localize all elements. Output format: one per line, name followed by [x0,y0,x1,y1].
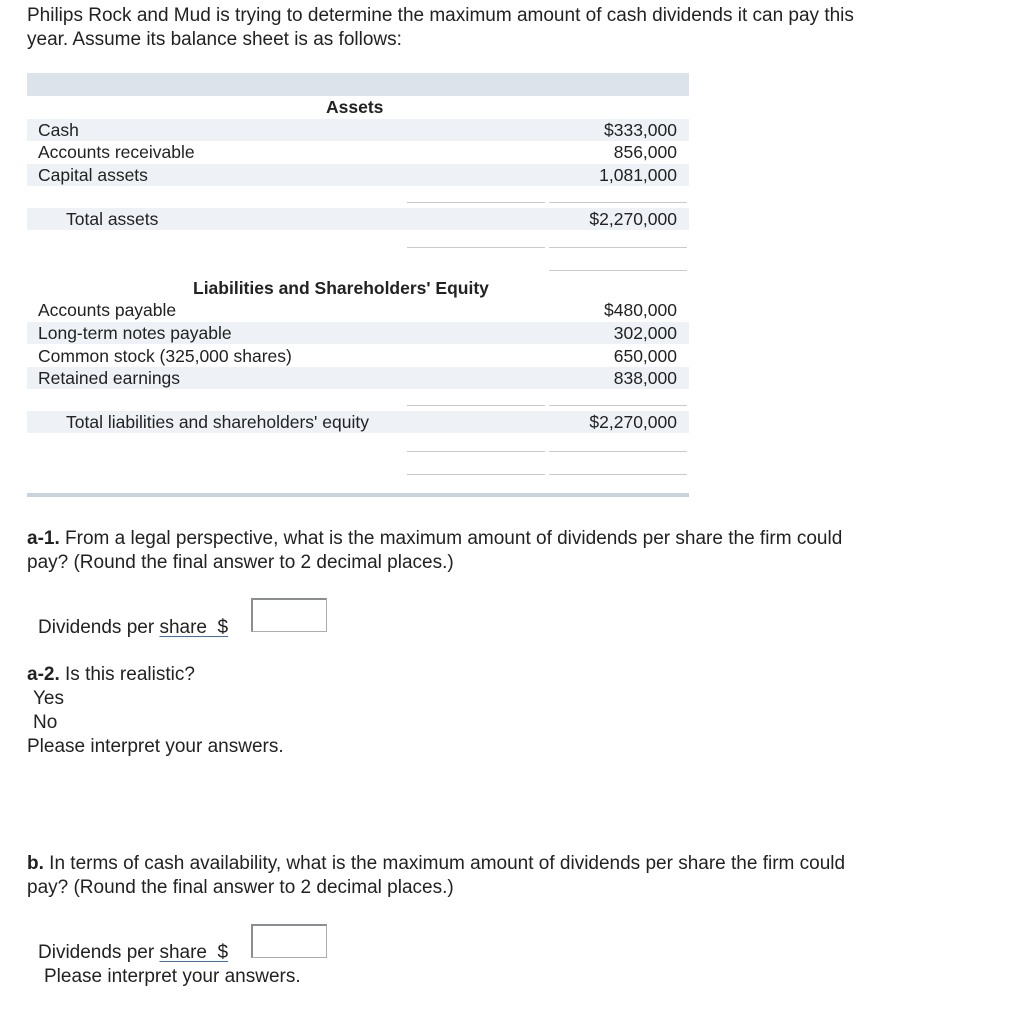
asset-value-receivable: 856,000 [613,142,677,162]
a2-option-no[interactable]: No [33,712,58,733]
total-liabilities-value: $2,270,000 [589,412,677,432]
divider [407,474,545,475]
divider [549,474,687,475]
question-a1 [27,527,842,575]
liability-value-accounts-payable: $480,000 [604,300,677,320]
asset-label-cash: Cash [38,120,79,140]
intro-paragraph [27,4,987,52]
question-b-text: In terms of cash availability, what is the maximum amount of dividends per share the firm could [49,853,846,874]
asset-value-cash: $333,000 [604,120,677,140]
asset-label-capital: Capital assets [38,165,148,185]
asset-value-capital: 1,081,000 [599,165,677,185]
a1-answer-label: Dividends per [38,617,155,638]
intro-line-1: Philips Rock and Mud is trying to determine the maximum amount of cash dividends it can pay this [27,5,854,26]
question-a1-rounding-note: (Round the final answer to 2 decimal places.) [73,552,454,573]
intro-line-2: year. Assume its balance sheet is as follows: [27,29,402,50]
liabilities-header: Liabilities and Shareholders' Equity [193,278,489,298]
liability-label-accounts-payable: Accounts payable [38,300,177,320]
a1-share-link[interactable]: share $ [159,617,229,638]
question-b [27,852,845,900]
equity-value-common-stock: 650,000 [613,346,677,366]
total-assets-value: $2,270,000 [589,209,677,229]
divider [407,405,545,406]
divider [549,405,687,406]
assets-header: Assets [326,97,384,117]
total-liabilities-label: Total liabilities and shareholders' equity [66,412,369,432]
balance-sheet-header-bar [27,73,689,96]
equity-value-retained-earnings: 838,000 [613,368,677,388]
divider [549,270,687,271]
liability-label-notes-payable: Long-term notes payable [38,323,232,343]
b-dividends-per-share-input[interactable] [251,924,327,958]
divider [407,247,545,248]
question-a2 [27,663,195,687]
equity-label-common-stock: Common stock (325,000 shares) [38,346,292,366]
equity-label-retained-earnings: Retained earnings [38,368,181,388]
question-a1-text-cont: pay? [27,552,69,573]
balance-sheet-footer-bar [27,493,689,497]
question-a2-text: Is this realistic? [65,664,195,685]
question-b-number: b. [27,853,44,874]
divider [407,202,545,203]
divider [549,247,687,248]
a2-option-yes[interactable]: Yes [33,688,64,709]
liability-value-notes-payable: 302,000 [613,323,677,343]
b-interpret-prompt: Please interpret your answers. [44,966,301,987]
question-b-text-cont: pay? [27,877,69,898]
question-a2-number: a-2. [27,664,60,685]
b-share-link[interactable]: share $ [159,942,229,963]
b-answer-label: Dividends per [38,942,155,963]
question-a1-number: a-1. [27,528,60,549]
question-a1-text: From a legal perspective, what is the maximum amount of dividends per share the firm could [65,528,843,549]
question-b-rounding-note: (Round the final answer to 2 decimal places.) [73,877,454,898]
divider [549,451,687,452]
b-answer-row [38,941,228,965]
asset-label-receivable: Accounts receivable [38,142,195,162]
a1-answer-row [38,616,228,640]
divider [407,451,545,452]
total-assets-label: Total assets [66,209,159,229]
divider [549,202,687,203]
a1-dividends-per-share-input[interactable] [251,598,327,632]
a2-interpret-prompt: Please interpret your answers. [27,736,284,757]
